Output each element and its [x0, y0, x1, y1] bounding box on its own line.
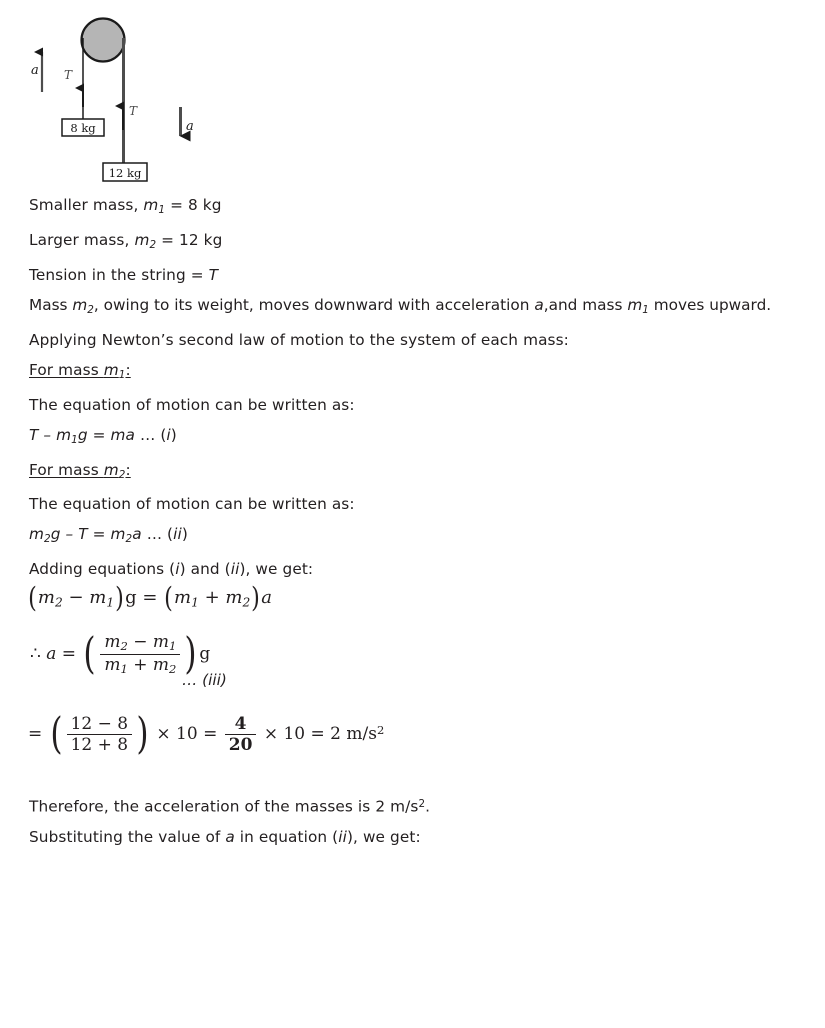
- larger-mass-label: Larger mass,: [29, 230, 135, 249]
- eq-ii-mass-2: m: [110, 525, 126, 544]
- para-mass-suffix: moves upward.: [648, 295, 772, 314]
- line-eom-2: The equation of motion can be written as:: [29, 495, 355, 514]
- eq-accel-den-m1: m: [104, 654, 121, 675]
- eq-sum-m1: m: [89, 586, 107, 608]
- eq-accel-tag: [182, 671, 227, 689]
- line-adding-equations: [29, 554, 809, 584]
- paragraph-mass-motion: [29, 290, 809, 325]
- eq-ii-accel: a: [132, 525, 147, 544]
- right-acceleration-label: a: [186, 119, 194, 134]
- eq-ii-number: ii: [173, 525, 182, 544]
- eq-accel-open-paren: (: [83, 629, 96, 680]
- eq-accel-num-m2: m: [104, 632, 121, 652]
- eq-numeric-numerator-2: 4: [234, 714, 247, 734]
- eq-accel-den-m1-sub: 1: [120, 662, 128, 677]
- eq-accel-den-m2-sub: 2: [169, 662, 177, 677]
- smaller-mass-label: Smaller mass,: [29, 196, 144, 214]
- eq-ii-equals: =: [87, 525, 111, 544]
- line-substituting: [29, 822, 809, 852]
- line-therefore: [29, 789, 809, 821]
- left-tension-label: T: [64, 68, 73, 82]
- substituting-symbol: a: [225, 827, 235, 846]
- line-eom-1: The equation of motion can be written as:: [29, 395, 355, 414]
- display-equation-numeric: [28, 709, 385, 760]
- eq-sum-close-paren: ): [115, 581, 124, 614]
- eq-sum-a: a: [261, 586, 272, 608]
- eq-accel-numerator: [100, 632, 180, 654]
- adding-ii: ii: [230, 560, 240, 579]
- line-smaller-mass: [29, 190, 809, 225]
- para-mass-symbol: m: [72, 295, 88, 314]
- adding-i: i: [175, 560, 180, 579]
- equation-i: [29, 420, 809, 455]
- mass-box-12kg-label: 12 kg: [108, 166, 142, 180]
- eq-i-minus: –: [38, 425, 57, 444]
- pulley-diagram: [0, 0, 230, 190]
- larger-mass-symbol: m: [134, 230, 150, 249]
- eq-ii-mid: g –: [50, 525, 79, 544]
- eq-accel-num-m1-sub: 1: [169, 639, 177, 654]
- para-acceleration-symbol: a: [534, 295, 544, 314]
- eq-ii-dots: … (: [146, 525, 174, 544]
- eq-accel-a: a: [46, 643, 57, 664]
- eq-ii-tension: T: [78, 525, 88, 544]
- eq-numeric-denominator-1: 12 + 8: [67, 734, 133, 755]
- heading-for-mass-1: [29, 355, 809, 390]
- therefore-superscript: 2: [418, 798, 426, 811]
- eq-i-dots: … (: [139, 425, 167, 444]
- eq-i-rest: g = ma: [77, 425, 140, 444]
- therefore-text: Therefore, the acceleration of the masses is 2 m/s: [29, 797, 419, 816]
- eq-numeric-unit: m/s: [346, 724, 377, 745]
- eq-accel-close-paren: ): [184, 629, 197, 680]
- larger-mass-value: = 12 kg: [156, 230, 223, 249]
- right-tension-label: T: [129, 104, 138, 118]
- eq-sum-m2-sub: 2: [54, 595, 63, 610]
- eq-accel-equals: =: [56, 643, 82, 664]
- para-mass-subscript-2: 1: [642, 303, 649, 316]
- larger-mass-subscript: 2: [149, 238, 157, 251]
- eq-i-subscript: 1: [71, 433, 78, 446]
- smaller-mass-symbol: m: [143, 196, 159, 214]
- eq-numeric-open-paren: (: [50, 709, 63, 760]
- tension-label: Tension in the string =: [29, 265, 209, 284]
- pulley-wheel: [82, 19, 125, 62]
- mass-box-8kg-label: 8 kg: [70, 121, 96, 135]
- para-mass-middle: , owing to its weight, moves downward with acceleration: [93, 295, 535, 314]
- substituting-ii: ii: [338, 827, 347, 846]
- eq-sum-m1-sub: 1: [106, 595, 115, 610]
- eq-sum-open-paren-2: (: [164, 581, 173, 614]
- eq-sum-m2b: m: [225, 586, 243, 608]
- para-mass-prefix: Mass: [29, 295, 73, 314]
- eq-numeric-numerator-1: 12 − 8: [70, 714, 129, 734]
- line-newton-law: Applying Newton’s second law of motion to the system of each mass:: [29, 330, 569, 349]
- eq-accel-num-m2-sub: 2: [120, 639, 128, 654]
- substituting-suffix: ), we get:: [346, 827, 421, 846]
- eq-accel-tag-close: ): [220, 671, 227, 689]
- eq-accel-tag-dots: … (: [182, 671, 209, 689]
- eq-ii-subscript: 2: [44, 533, 51, 546]
- eq-sum-m1b: m: [174, 586, 192, 608]
- para-mass-subscript: 2: [87, 303, 94, 316]
- for-mass2-colon: :: [125, 460, 131, 479]
- eq-ii-mass: m: [29, 525, 45, 544]
- eq-ii-close: ): [181, 525, 188, 544]
- eq-i-mass: m: [56, 425, 72, 444]
- adding-mid: ) and (: [179, 560, 231, 579]
- eq-sum-m1b-sub: 1: [191, 595, 199, 610]
- for-mass2-symbol: m: [103, 460, 119, 479]
- eq-sum-equals: =: [136, 586, 164, 608]
- eq-accel-denominator: [100, 654, 180, 677]
- eq-accel-num-m1: m: [152, 632, 170, 652]
- eq-numeric-fraction-1: [67, 714, 133, 755]
- eq-accel-num-minus: −: [127, 632, 153, 652]
- substituting-mid: in equation (: [234, 827, 339, 846]
- for-mass2-prefix: For mass: [29, 460, 104, 479]
- eq-sum-m2: m: [37, 586, 55, 608]
- eq-accel-fraction: [100, 632, 180, 677]
- eq-accel-therefore: ∴: [30, 643, 47, 664]
- eq-sum-minus: −: [62, 586, 90, 608]
- eq-i-number: i: [166, 425, 171, 444]
- eq-numeric-times-2: × 10 = 2: [258, 724, 347, 745]
- for-mass1-symbol: m: [103, 360, 119, 379]
- display-equation-acceleration: [30, 629, 227, 689]
- eq-numeric-close-paren: ): [136, 709, 149, 760]
- adding-prefix: Adding equations (: [29, 560, 176, 579]
- tension-symbol: T: [208, 265, 219, 284]
- eq-sum-close-paren-2: ): [251, 581, 261, 614]
- equation-ii: [29, 519, 809, 554]
- line-larger-mass: [29, 225, 809, 260]
- eq-accel-g: g: [199, 643, 211, 664]
- eq-sum-m2b-sub: 2: [242, 595, 251, 610]
- eq-numeric-times-1: × 10 =: [151, 724, 223, 745]
- for-mass1-subscript: 1: [118, 368, 126, 381]
- eq-accel-den-plus: +: [127, 654, 153, 675]
- eq-numeric-denominator-2: 20: [225, 734, 257, 755]
- display-equation-sum: [27, 581, 272, 614]
- substituting-prefix: Substituting the value of: [29, 827, 226, 846]
- eq-accel-den-m2: m: [152, 654, 170, 675]
- for-mass1-colon: :: [125, 360, 131, 379]
- eq-numeric-equals: =: [28, 724, 48, 745]
- para-mass-symbol-2: m: [627, 295, 643, 314]
- eq-sum-plus: +: [198, 586, 226, 608]
- para-mass-conj: ,and mass: [543, 295, 628, 314]
- eq-accel-tag-number: iii: [208, 671, 221, 689]
- left-acceleration-label: a: [31, 63, 39, 78]
- eq-numeric-fraction-2: [225, 714, 257, 755]
- heading-for-mass-2: [29, 455, 809, 490]
- eq-sum-g: g: [125, 586, 137, 608]
- adding-suffix: ), we get:: [239, 560, 314, 579]
- eq-sum-open-paren: (: [28, 581, 37, 614]
- smaller-mass-value: = 8 kg: [165, 196, 222, 214]
- eq-i-close: ): [170, 425, 177, 444]
- for-mass1-prefix: For mass: [29, 360, 104, 379]
- therefore-period: .: [425, 797, 431, 816]
- eq-i-tension: T: [29, 425, 39, 444]
- eq-numeric-unit-exponent: 2: [376, 723, 385, 738]
- for-mass2-subscript: 2: [118, 468, 126, 481]
- smaller-mass-subscript: 1: [158, 203, 166, 216]
- line-tension: [29, 260, 809, 290]
- eq-ii-subscript-2: 2: [125, 533, 133, 546]
